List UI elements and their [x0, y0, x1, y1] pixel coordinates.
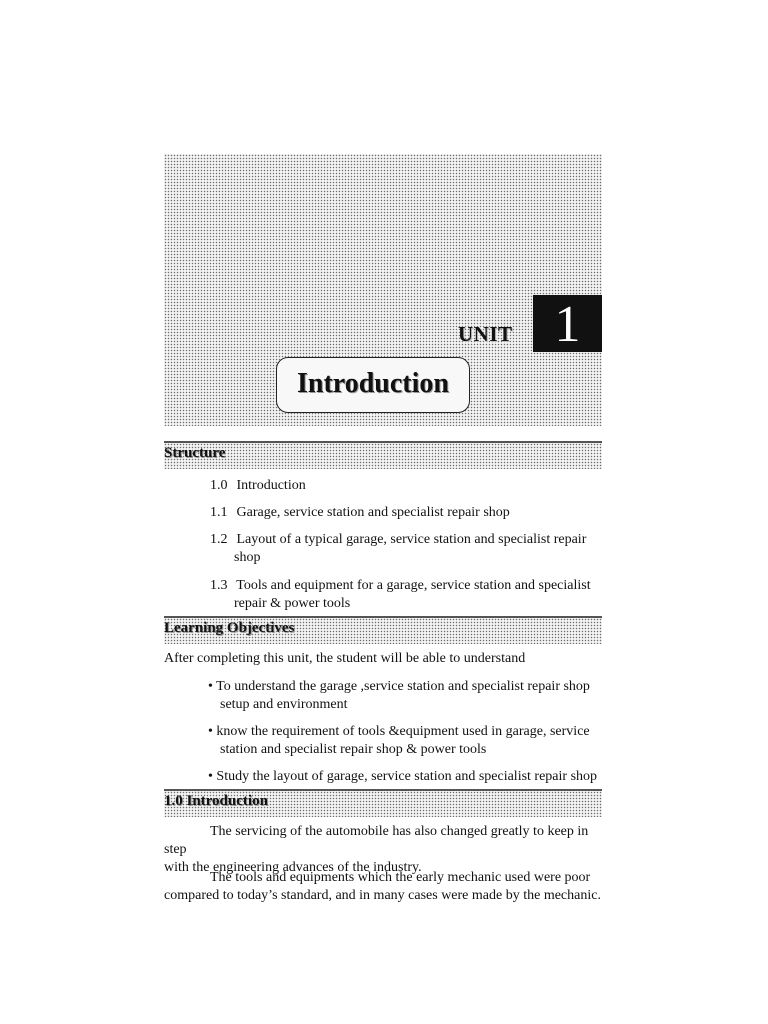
section-heading-introduction: 1.0 Introduction	[164, 793, 268, 809]
intro-paragraph-2-line-1: The tools and equipments which the early mechanic used were poor	[210, 870, 591, 885]
toc-item-number: 1.2	[210, 532, 228, 547]
objective-continuation: setup and environment	[220, 697, 348, 712]
objective-bullet	[208, 723, 608, 759]
toc-item-text: Tools and equipment for a garage, service station and specialist	[236, 578, 591, 593]
unit-label: UNIT	[458, 322, 513, 346]
toc-item-text: Layout of a typical garage, service station and specialist repair	[236, 532, 587, 547]
toc-item-text: Introduction	[236, 478, 306, 493]
objective-text: • Study the layout of garage, service station and specialist repair shop	[208, 769, 598, 784]
section-heading-structure: Structure	[164, 445, 226, 461]
intro-paragraph-2-line-2: compared to today’s standard, and in many cases were made by the mechanic.	[164, 888, 601, 903]
objective-bullet	[208, 678, 608, 714]
objectives-intro: After completing this unit, the student will be able to understand	[164, 651, 526, 666]
toc-item-continuation: repair & power tools	[234, 596, 351, 611]
toc-item	[210, 531, 600, 567]
objective-continuation: station and specialist repair shop & power tools	[220, 742, 487, 757]
toc-item-text: Garage, service station and specialist repair shop	[236, 505, 510, 520]
toc-item	[210, 504, 600, 522]
toc-item-continuation: shop	[234, 550, 261, 565]
unit-number-box: 1	[533, 295, 602, 352]
toc-item	[210, 577, 600, 613]
unit-title: Introduction	[276, 357, 470, 413]
intro-paragraph-2	[164, 869, 604, 905]
toc-item	[210, 477, 600, 495]
intro-paragraph-1-line-1: The servicing of the automobile has also changed greatly to keep in step	[164, 824, 589, 857]
intro-paragraph-1-line-2: with the engineering advances of the industry.	[164, 860, 422, 875]
section-heading-objectives: Learning Objectives	[164, 620, 295, 636]
section-band-structure	[164, 441, 602, 469]
section-band-objectives	[164, 616, 602, 644]
objective-bullet	[208, 768, 608, 786]
section-band-introduction	[164, 789, 602, 817]
toc-item-number: 1.1	[210, 505, 228, 520]
objective-text: • To understand the garage ,service station and specialist repair shop	[208, 679, 590, 694]
objective-text: • know the requirement of tools &equipment used in garage, service	[208, 724, 590, 739]
toc-item-number: 1.0	[210, 478, 228, 493]
toc-item-number: 1.3	[210, 578, 228, 593]
